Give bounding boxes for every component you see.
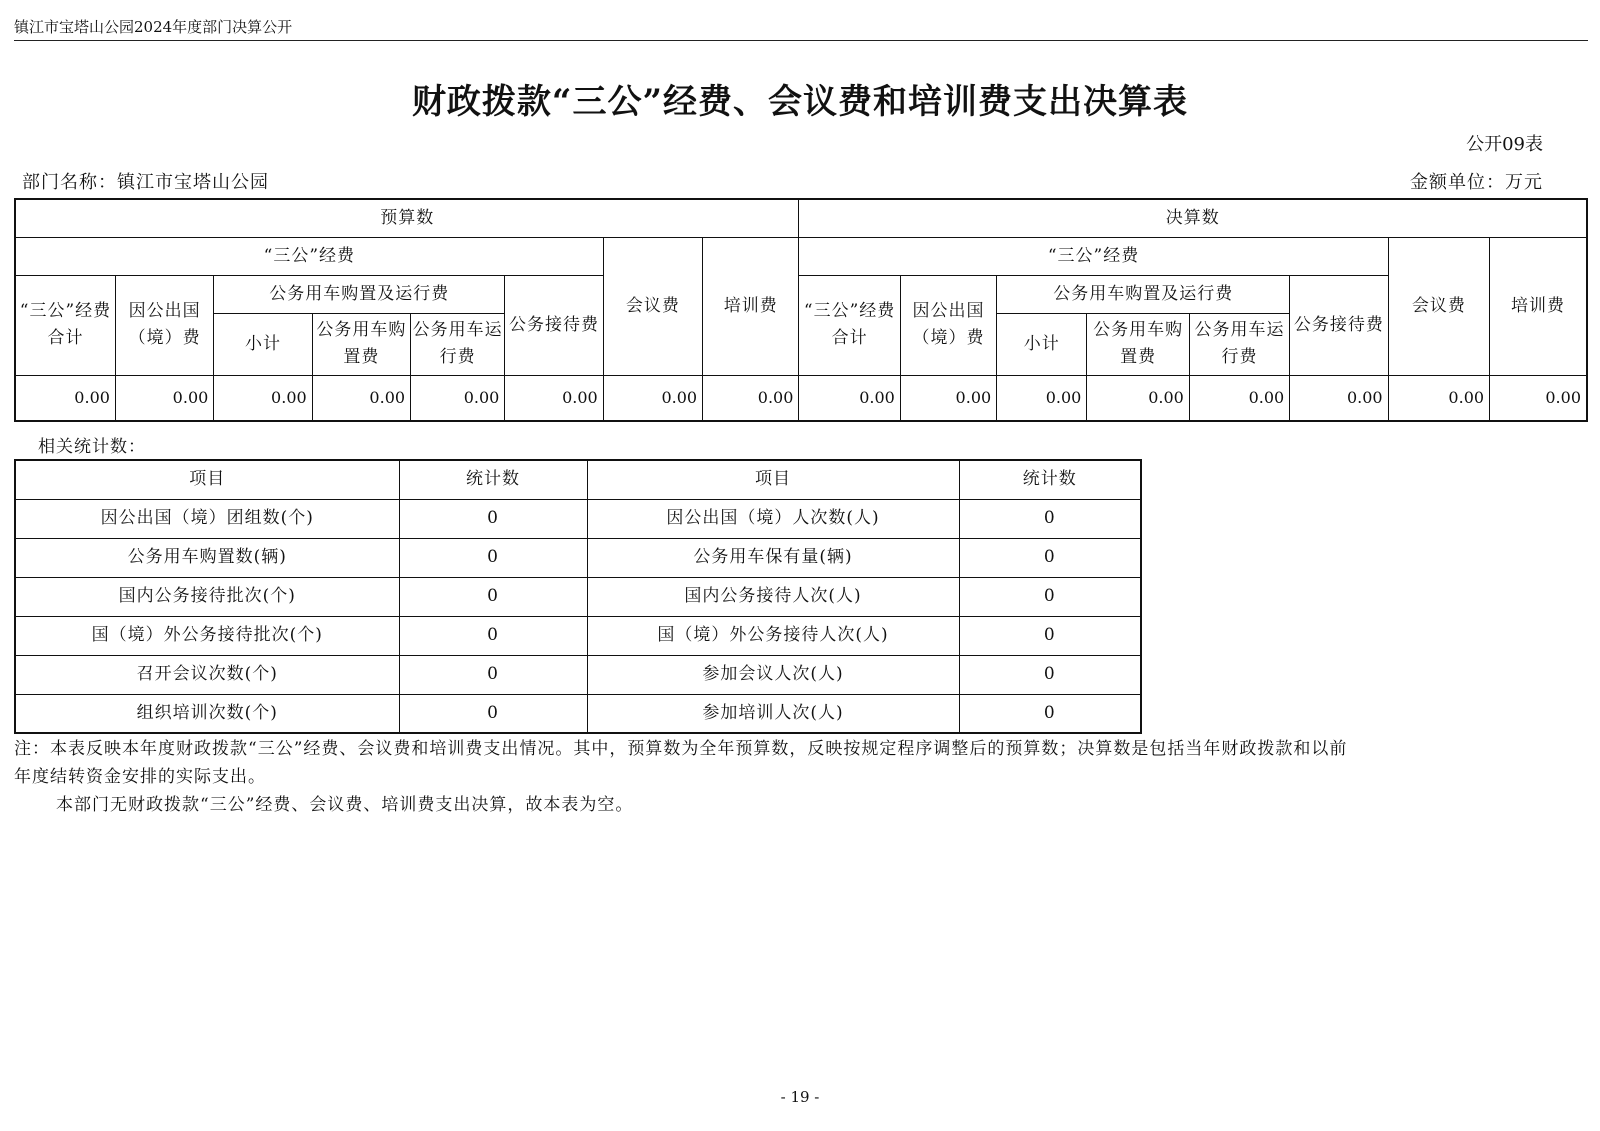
stats-header-count-right: 统计数 — [959, 460, 1141, 499]
stats-left-item: 召开会议次数(个) — [15, 655, 399, 694]
stats-left-value: 0 — [399, 577, 587, 616]
final-meeting-value: 0.00 — [1388, 375, 1489, 421]
stats-row — [15, 538, 1141, 577]
budget-vehicle-purchase-header: 公务用车购置费 — [312, 313, 410, 375]
stats-left-item: 因公出国（境）团组数(个) — [15, 499, 399, 538]
final-header: 决算数 — [799, 199, 1587, 237]
stats-right-item: 参加培训人次(人) — [587, 694, 959, 733]
stats-right-item: 因公出国（境）人次数(人) — [587, 499, 959, 538]
budget-overseas-header: 因公出国（境）费 — [115, 275, 213, 375]
stats-row — [15, 694, 1141, 733]
budget-sangong-header: “三公”经费 — [15, 237, 603, 275]
stats-row — [15, 499, 1141, 538]
final-overseas-header: 因公出国（境）费 — [900, 275, 996, 375]
page-number: - 19 - — [780, 1088, 820, 1106]
budget-vehicle-run-value: 0.00 — [411, 375, 505, 421]
running-header: 镇江市宝塔山公园2024年度部门决算公开 — [14, 18, 293, 36]
stats-table — [14, 459, 1142, 734]
budget-training-header: 培训费 — [703, 237, 799, 375]
stats-right-item: 参加会议人次(人) — [587, 655, 959, 694]
budget-reception-header: 公务接待费 — [505, 275, 603, 375]
table-header-row-2 — [15, 237, 1587, 275]
budget-subtotal-header: 小计 — [214, 313, 312, 375]
stats-right-value: 0 — [959, 694, 1141, 733]
final-subtotal-header: 小计 — [997, 313, 1087, 375]
final-reception-header: 公务接待费 — [1290, 275, 1388, 375]
budget-total-header: “三公”经费合计 — [15, 275, 115, 375]
final-overseas-value: 0.00 — [900, 375, 996, 421]
stats-row — [15, 577, 1141, 616]
stats-right-value: 0 — [959, 616, 1141, 655]
budget-overseas-value: 0.00 — [115, 375, 213, 421]
final-vehicle-purchase-value: 0.00 — [1087, 375, 1189, 421]
stats-header-row — [15, 460, 1141, 499]
footnote-line-1: 注：本表反映本年度财政拨款“三公”经费、会议费和培训费支出情况。其中，预算数为全年预算数，反映按规定程序调整后的预算数；决算数是包括当年财政拨款和以前 — [14, 739, 1348, 759]
final-training-value: 0.00 — [1490, 375, 1587, 421]
table-number: 公开09表 — [1466, 134, 1543, 155]
stats-caption: 相关统计数： — [38, 437, 146, 457]
final-training-header: 培训费 — [1490, 237, 1587, 375]
stats-right-item: 公务用车保有量(辆) — [587, 538, 959, 577]
stats-left-value: 0 — [399, 694, 587, 733]
budget-total-value: 0.00 — [15, 375, 115, 421]
budget-subtotal-value: 0.00 — [214, 375, 312, 421]
stats-left-item: 组织培训次数(个) — [15, 694, 399, 733]
budget-vehicle-purchase-value: 0.00 — [312, 375, 410, 421]
stats-left-value: 0 — [399, 616, 587, 655]
final-vehicle-header: 公务用车购置及运行费 — [997, 275, 1290, 313]
budget-vehicle-run-header: 公务用车运行费 — [411, 313, 505, 375]
budget-meeting-value: 0.00 — [603, 375, 702, 421]
stats-header-item-left: 项目 — [15, 460, 399, 499]
stats-row — [15, 655, 1141, 694]
budget-meeting-header: 会议费 — [603, 237, 702, 375]
stats-left-value: 0 — [399, 655, 587, 694]
stats-right-value: 0 — [959, 655, 1141, 694]
stats-right-value: 0 — [959, 538, 1141, 577]
amount-unit: 金额单位：万元 — [1410, 172, 1543, 193]
final-subtotal-value: 0.00 — [997, 375, 1087, 421]
stats-right-value: 0 — [959, 577, 1141, 616]
stats-header-item-right: 项目 — [587, 460, 959, 499]
department-name: 部门名称：镇江市宝塔山公园 — [22, 172, 269, 193]
final-vehicle-run-value: 0.00 — [1189, 375, 1289, 421]
final-vehicle-run-header: 公务用车运行费 — [1189, 313, 1289, 375]
stats-right-value: 0 — [959, 499, 1141, 538]
final-sangong-header: “三公”经费 — [799, 237, 1388, 275]
footnote-line-3: 本部门无财政拨款“三公”经费、会议费、培训费支出决算，故本表为空。 — [56, 795, 634, 815]
final-total-header: “三公”经费合计 — [799, 275, 900, 375]
stats-left-value: 0 — [399, 499, 587, 538]
table-header-row-3 — [15, 275, 1587, 313]
stats-left-value: 0 — [399, 538, 587, 577]
stats-header-count-left: 统计数 — [399, 460, 587, 499]
final-meeting-header: 会议费 — [1388, 237, 1489, 375]
stats-left-item: 公务用车购置数(辆) — [15, 538, 399, 577]
expenditure-table — [14, 198, 1588, 422]
header-rule — [14, 40, 1588, 41]
stats-left-item: 国内公务接待批次(个) — [15, 577, 399, 616]
final-vehicle-purchase-header: 公务用车购置费 — [1087, 313, 1189, 375]
stats-left-item: 国（境）外公务接待批次(个) — [15, 616, 399, 655]
budget-header: 预算数 — [15, 199, 799, 237]
budget-vehicle-header: 公务用车购置及运行费 — [214, 275, 505, 313]
stats-right-item: 国内公务接待人次(人) — [587, 577, 959, 616]
footnote-line-2: 年度结转资金安排的实际支出。 — [14, 767, 266, 787]
final-reception-value: 0.00 — [1290, 375, 1388, 421]
budget-training-value: 0.00 — [703, 375, 799, 421]
table-header-row-1 — [15, 199, 1587, 237]
final-total-value: 0.00 — [799, 375, 900, 421]
stats-row — [15, 616, 1141, 655]
budget-reception-value: 0.00 — [505, 375, 603, 421]
table-data-row — [15, 375, 1587, 421]
page-title: 财政拨款“三公”经费、会议费和培训费支出决算表 — [411, 82, 1189, 122]
stats-right-item: 国（境）外公务接待人次(人) — [587, 616, 959, 655]
